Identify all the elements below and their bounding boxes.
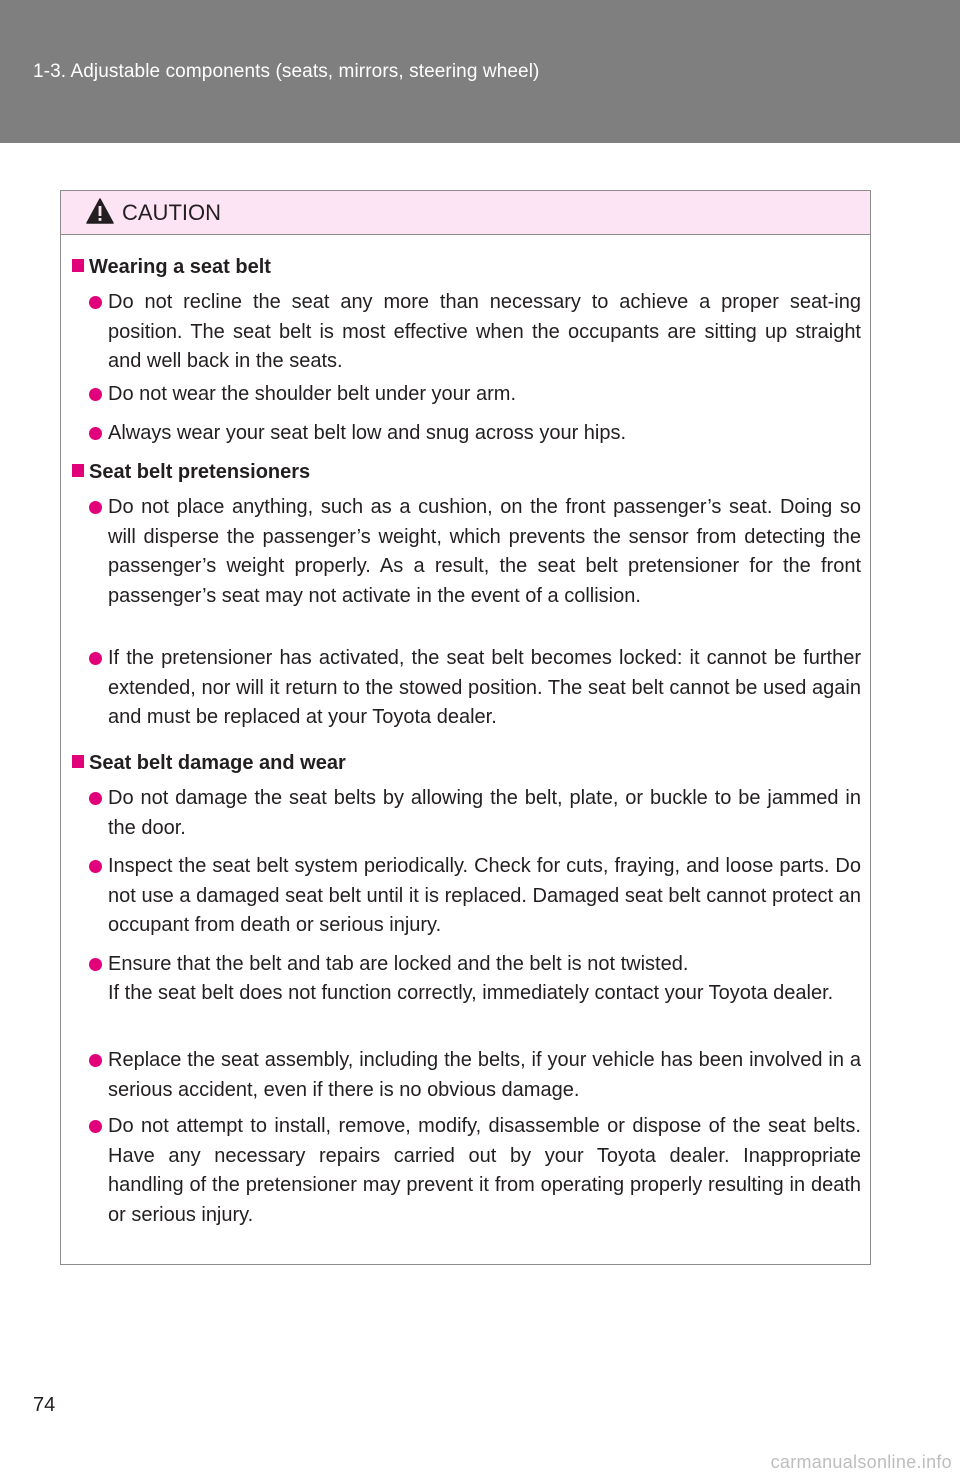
caution-box: [60, 190, 871, 1265]
item-text: If the pretensioner has activated, the seat belt becomes locked: it cannot be further extended, nor will it return to the stowed position. The seat belt cannot be used again and must be replaced at your Toyota dealer.: [108, 647, 861, 728]
warning-triangle-icon: [86, 198, 114, 224]
watermark: carmanualsonline.info: [770, 1452, 952, 1472]
section-bullet-square: [72, 259, 84, 272]
item-text: Ensure that the belt and tab are locked and the belt is not twisted.: [108, 953, 689, 975]
section-bullet-square: [72, 755, 84, 768]
list-item: [108, 784, 861, 843]
item-text: Do not place anything, such as a cushion, on the front passenger’s seat. Doing so will disperse the passenger’s weight, which prevents the sensor from detecting the passenger’s weight properly. As a result, the seat belt pretensioner for the front passenger’s seat may not activate in the event of a collision.: [108, 496, 861, 607]
bullet-dot: [89, 1120, 102, 1133]
item-text: Do not recline the seat any more than necessary to achieve a proper seat-ing position. The seat belt is most effective when the occupants are sitting up straight and well back in the seats.: [108, 291, 861, 372]
caution-header: [61, 191, 870, 235]
list-item: [108, 1112, 861, 1230]
list-item: [108, 419, 861, 449]
bullet-dot: [89, 501, 102, 514]
bullet-dot: [89, 792, 102, 805]
list-item-continuation: [108, 979, 861, 1009]
page-header: [0, 0, 960, 143]
list-item: [108, 644, 861, 733]
section-title-pretensioners: [89, 461, 310, 484]
item-text: If the seat belt does not function correctly, immediately contact your Toyota dealer.: [108, 982, 834, 1004]
caution-label: CAUTION: [122, 200, 221, 225]
item-text: Replace the seat assembly, including the belts, if your vehicle has been involved in a serious accident, even if there is no obvious damage.: [108, 1049, 861, 1101]
section-title-text: Seat belt pretensioners: [89, 461, 311, 483]
list-item: [108, 380, 861, 410]
bullet-dot: [89, 860, 102, 873]
list-item: [108, 493, 861, 611]
section-title-wearing: [89, 256, 271, 279]
bullet-dot: [89, 296, 102, 309]
list-item: [108, 1046, 861, 1105]
item-text: Do not damage the seat belts by allowing the belt, plate, or buckle to be jammed in the door.: [108, 787, 861, 839]
section-bullet-square: [72, 464, 84, 477]
bullet-dot: [89, 427, 102, 440]
section-title-text: Wearing a seat belt: [89, 256, 271, 278]
bullet-dot: [89, 958, 102, 971]
bullet-dot: [89, 652, 102, 665]
chapter-title: 1-3. Adjustable components (seats, mirrors, steering wheel): [33, 61, 540, 82]
list-item: [108, 288, 861, 377]
item-text: Inspect the seat belt system periodically. Check for cuts, fraying, and loose parts. Do not use a damaged seat belt until it is replaced. Damaged seat belt cannot protect an occupant from death or serious injury.: [108, 855, 861, 936]
bullet-dot: [89, 388, 102, 401]
item-text: Do not attempt to install, remove, modify, disassemble or dispose of the seat belts. Have any necessary repairs carried out by your Toyota dealer. Inappropriate handling of the pretensioner may prevent it from operating properly resulting in death or serious injury.: [108, 1115, 861, 1226]
list-item: [108, 852, 861, 941]
item-text: Always wear your seat belt low and snug across your hips.: [108, 422, 627, 444]
section-title-text: Seat belt damage and wear: [89, 752, 346, 774]
item-text: Do not wear the shoulder belt under your arm.: [108, 383, 516, 405]
list-item: [108, 950, 861, 980]
section-title-damage: [89, 752, 346, 775]
bullet-dot: [89, 1054, 102, 1067]
page-number: 74: [33, 1394, 56, 1416]
